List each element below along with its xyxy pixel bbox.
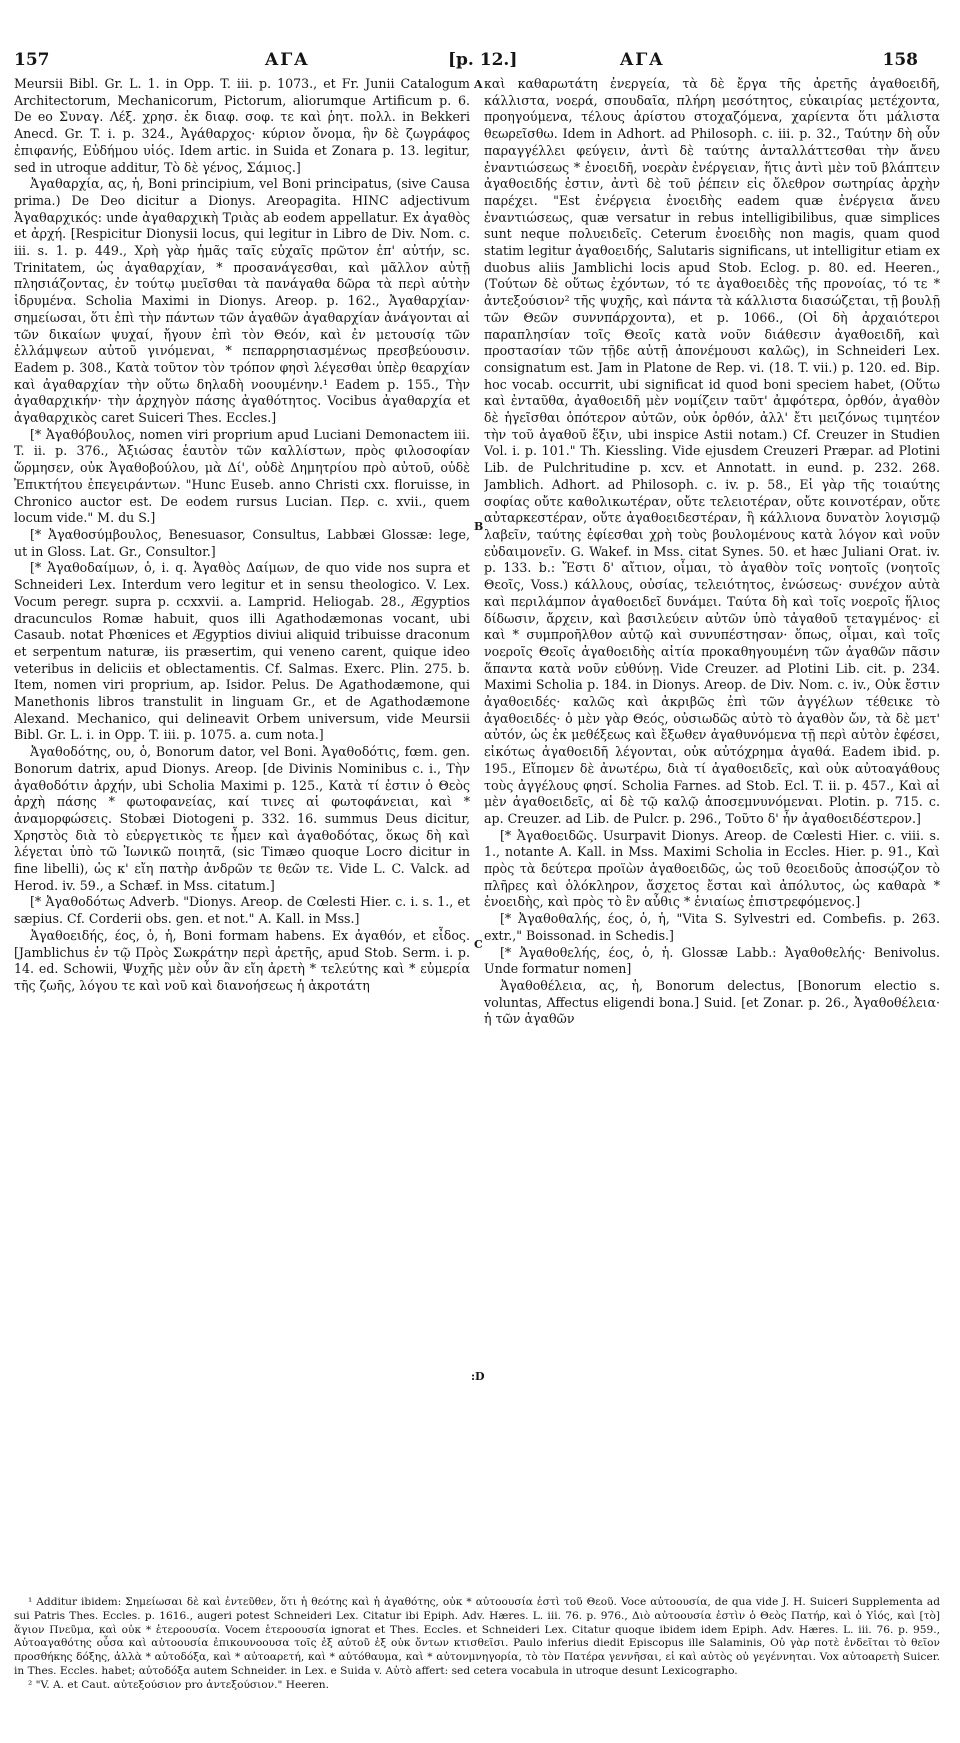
page-number-left: 157 (14, 50, 50, 70)
dictionary-entry: [* Ἀγαθοδαίμων, ὁ, i. q. Ἀγαθὸς Δαίμων, de quo vide nos supra et Schneideri Lex. Interdum vero legitur et in sensu theologico. V. Lex. Vocum peregr. supra p. ccxxvii. a. Lamprid. Heliogab. 28., Ægyptios dracunculos Romæ habuit, quos illi Agathodæmonas vocant, ubi Casaub. notat Phœnices et Ægyptios diviui aliquid tribuisse draconum et serpentum naturæ, iis præsertim, qui veneno carent, quique ideo veteribus in deliciis et oblectamentis. Cf. Salmas. Exerc. Plin. 275. b. Item, nomen viri proprium, ap. Isidor. Pelus. De Agathodæmone, qui Manethonis libros transtulit in linguam Gr., et de Agathodæmone Alexand. Mechanico, qui delineavit Orbem universum, vide Meursii Bibl. Gr. L. i. in Opp. T. iii. p. 1075. a. cum nota.] (14, 560, 470, 743)
dictionary-entry: [* Ἀγαθοθελής, έος, ὁ, ἡ. Glossæ Labb.: Ἀγαθοθελής· Benivolus. Unde formatur nomen] (484, 944, 940, 977)
dictionary-entry: Ἀγαθαρχία, ας, ἡ, Boni principium, vel Boni principatus, (sive Causa prima.) De Deo dicitur a Dionys. Areopagita. HINC adjectivum Ἀγαθαρχικός: unde ἀγαθαρχικὴ Τριὰς ab eodem appellatur. Ex ἀγαθὸς et ἀρχή. [Respicitur Dionysii locus, qui legitur in Libro de Div. Nom. c. iii. s. 1. p. 449., Χρὴ γὰρ ἡμᾶς ταῖς εὐχαῖς πρῶτον ἐπ' αὐτήν, sc. Trinitatem, ὡς ἀγαθαρχίαν, * προσανάγεσθαι, καὶ μᾶλλον αὐτῇ πλησιάζοντας, ἐν τούτῳ μυεῖσθαι τὰ πανάγαθα δῶρα τὰ περὶ αὐτὴν ἱδρυμένα. Scholia Maximi in Dionys. Areop. p. 162., Ἀγαθαρχίαν· σημείωσαι, ὅτι ἐπὶ τὴν πάντων τῶν ἀγαθῶν ἀγαθαρχίαν ἀνάγονται αἱ τῶν δικαίων ψυχαί, ἤγουν ἐπὶ τὸν Θεόν, καὶ ἐν μετουσίᾳ τῶν ἐλλάμψεων αὐτοῦ γινόμεναι, * πεπαρρησιασμένως πρεσβεύουσιν. Eadem p. 308., Κατὰ τοῦτον τὸν τρόπον φησὶ λέγεσθαι ὑπὲρ θεαρχίαν καὶ ἀγαθαρχίαν τὴν οὕτω δηλαδὴ νοουμένην.¹ Eadem p. 155., Τὴν ἀγαθαρχικήν· τὴν ἀρχηγὸν πάσης ἀγαθότητος. Vocibus ἀγαθαρχία et ἀγαθαρχικὸς caret Suiceri Thes. Eccles.] (14, 176, 470, 426)
dictionary-entry: [* Ἀγαθοδότως Adverb. "Dionys. Areop. de Cœlesti Hier. c. i. s. 1., et sæpius. Cf. Corderii obs. gen. et not." A. Kall. in Mss.] (14, 894, 470, 927)
footnotes (14, 1596, 940, 1706)
dictionary-entry: [* Ἀγαθοσύμβουλος, Benesuasor, Consultus, Labbæi Glossæ: lege, ut in Gloss. Lat. Gr., Consultor.] (14, 526, 470, 559)
dictionary-entry: Ἀγαθοθέλεια, ας, ἡ, Bonorum delectus, [Bonorum electio s. voluntas, Affectus eligendi bona.] Suid. [et Zonar. p. 26., Ἀγαθοθέλεια· ἡ τῶν ἀγαθῶν (484, 977, 940, 1027)
dictionary-entry: Ἀγαθοειδής, έος, ὁ, ἡ, Boni formam habens. Ex ἀγαθόν, et εἶδος. [Jamblichus ἐν τῷ Πρὸς Σωκράτην περὶ ἀρετῆς, apud Stob. Serm. i. p. 14. ed. Schowii, Ψυχῆς μὲν οὖν ἂν εἴη ἀρετὴ * τελεύτης καὶ * εὐμερία τῆς ζωῆς, λόγου τε καὶ νοῦ καὶ διανοήσεως ἡ ἀκροτάτη (14, 927, 470, 993)
page-number-right: 158 (882, 50, 918, 70)
margin-letter-b: B (474, 520, 484, 533)
dictionary-entry: Meursii Bibl. Gr. L. 1. in Opp. T. iii. p. 1073., et Fr. Junii Catalogum Architectorum, Mechanicorum, Pictorum, aliorumque Artificum p. 6. De eo Συναγ. Λέξ. χρησ. ἐκ διαφ. σοφ. τε καὶ ῥητ. πολλ. in Bekkeri Anecd. Gr. T. i. p. 324., Ἀγάθαρχος· κύριον ὄνομα, ἣν δὲ ζωγράφος ἐπιφανής, Εὐδήμου υἱός. Idem artic. in Suida et Zonara p. 13. legitur, sed in utroque additur, Τὸ δὲ γένος, Σάμιος.] (14, 76, 470, 175)
dictionary-entry: καὶ καθαρωτάτη ἐνεργεία, τὰ δὲ ἔργα τῆς ἀρετῆς ἀγαθοειδῆ, κάλλιστα, νοερά, σπουδαῖα, πλήρη μεσότητος, εὐκαιρίας μετέχοντα, προηγούμενα, τέλους ἀρίστου στοχαζόμενα, χαρίεντα ὅτι μάλιστα θεωρεῖσθω. Idem in Adhort. ad Philosoph. c. iii. p. 32., Ταύτην δὴ οὖν παραγγέλλει φεύγειν, ἀντὶ δὲ ταύτης ἀνταλλάττεσθαι τὴν ἄνευ ἐναντιώσεως * ἐνοειδῆ, νοερὰν ἐνέργειαν, ἥτις ἀντὶ μὲν τοῦ βλάπτειν ἀγαθοειδής ἐστιν, ἀντὶ δὲ τοῦ ῥέπειν εἰς ὄλεθρον σωτηρίας ἀρχὴν παρέχει. "Est ἐνέργεια ἐνοειδὴς eadem quæ ἐνέργεια ἄνευ ἐναντιώσεως, quæ versatur in rebus intelligibilibus, quæ simplices sunt neque πολυειδεῖς. Ceterum ἐνοειδὴς non magis, quam quod statim legitur ἀγαθοειδής, Salutaris significans, ut intelligitur etiam ex duobus aliis Jamblichi locis apud Stob. Eclog. p. 80. ed. Heeren., (Τούτων δὲ οὕτως ἐχόντων, τό τε ἀγαθοειδὲς τῆς προνοίας, τό τε * ἀντεξούσιον² τῆς ψυχῆς, καὶ πάντα τὰ κάλλιστα διασώζεται, τῇ βουλῇ τῶν Θεῶν συννπάρχοντα), et p. 1066., (Οἱ δὴ ἀρχαιότεροι παραπλησίαν τοῖς Θεοῖς κατὰ νοῦν διάθεσιν ἀγαθοειδῆ, καὶ προστασίαν τῶν τῇδε αὐτῇ ἀπονέμουσι καλῶς), in Schneideri Lex. consignatum est. Jam in Platone de Rep. vi. (18. T. vii.) p. 120. ed. Bip. hoc vocab. occurrit, ubi significat id quod boni speciem habet, (Οὕτω καὶ ἐνταῦθα, ἀγαθοειδῆ μὲν νομίζειν ταῦτ' ἀμφότερα, ὀρθόν, ἀγαθὸν δὲ ἡγεῖσθαι ὁπότερον αὐτῶν, οὐκ ὀρθόν, ἀλλ' ἔτι μειζόνως τιμητέον τὴν τοῦ ἀγαθοῦ ἕξιν, ubi inspice Astii notam.) Cf. Creuzer in Studien Vol. i. p. 101." Th. Kiessling. Vide ejusdem Creuzeri Præpar. ad Plotini Lib. de Pulchritudine p. xcv. et Annotatt. in eund. p. 232. 268. Jamblich. Adhort. ad Philosoph. c. iv. p. 58., Εἰ γὰρ τῆς τοιαύτης σοφίας οὔτε καθολικωτέραν, οὔτε τελειοτέραν, οὔτε κοινοτέραν, οὔτε αὐταρκεστέραν, οὔτε ἀγαθοειδεστέραν, ἢ κάλλιονα δυνατὸν λογισμῷ λαβεῖν, ταύτης ἐφίεσθαι χρὴ τοὺς βουλομένους κατὰ λόγον καὶ νοῦν εὐδαιμονεῖν. G. Wakef. in Mss. citat Synes. 50. et hæc Juliani Orat. iv. p. 133. b.: Ἔστι δ' αἴτιον, οἶμαι, τὸ ἀγαθὸν τοῖς νοητοῖς (νοητοῖς Θεοῖς, Voss.) κάλλους, οὐσίας, τελειότητος, ἑνώσεως· συνέχον αὐτὰ καὶ περιλάμπον ἀγαθοειδεῖ δυνάμει. Ταύτα δὴ καὶ τοῖς νοεροῖς ἥλιος δίδωσιν, ἄρχειν, καὶ βασιλεύειν αὐτῶν ὑπὸ τἀγαθοῦ τεταγμένος· εἰ καὶ * συμπροῆλθον αὐτῷ καὶ συνυπέστησαν· ὅπως, οἶμαι, καὶ τοῖς νοεροῖς Θεοῖς ἀγαθοειδὴς αἰτία προκαθηγουμένη τῶν ἀγαθῶν πᾶσιν ἅπαντα κατὰ νοῦν εὐθύνῃ. Vide Creuzer. ad Plotini Lib. cit. p. 234. Maximi Scholia p. 184. in Dionys. Areop. de Div. Nom. c. iv., Οὐκ ἔστιν ἀγαθοειδές· καλῶς καὶ ἀκριβῶς ἐπὶ τῶν ἀγγέλων τέθεικε τὸ ἀγαθοειδές· ὁ μὲν γὰρ Θεός, οὐσιωδῶς αὐτὸ τὸ ἀγαθὸν ὤν, τὰ δὲ μετ' αὐτόν, ὡς ἐκ μεθέξεως καὶ ἔξωθεν ἀγαθυνόμενα τῇ περὶ αὐτὸν ἐφέσει, εἰκότως ἀγαθοειδῆ λέγονται, οὐκ αὐτόχρημα ἀγαθά. Eadem ibid. p. 195., Εἴπομεν δὲ ἀνωτέρω, διὰ τί ἀγαθοειδεῖς, καὶ οὐκ αὐτοαγάθους τοὺς ἀγγέλους φησί. Scholia Farnes. ad Stob. Ecl. T. ii. p. 457., Καὶ αἱ μὲν ἀγαθοειδεῖς, αἱ δὲ τῷ καλῷ ἀποσεμνυνόμεναι. Plotin. p. 715. c. ap. Creuzer. ad Lib. de Pulcr. p. 296., Τοῦτο δ' ἦν ἀγαθοειδέστερον.] (484, 76, 940, 826)
dictionary-entry: [* Ἀγαθόβουλος, nomen viri proprium apud Luciani Demonactem iii. T. ii. p. 376., Ἀξιώσας ἑαυτὸν τῶν καλλίστων, πρὸς φιλοσοφίαν ὥρμησεν, οὐκ Ἀγαθοβούλου, μὰ Δί', οὐδὲ Δημητρίου πρὸ αὐτοῦ, οὐδὲ Ἐπικτήτου ἐπεγειράντων. "Hunc Euseb. anno Christi cxx. floruisse, in Chronico auctor est. De eodem rursus Lucian. Περ. c. xvii., quem locum vide." M. du S.] (14, 426, 470, 526)
margin-letter-a: A (474, 78, 483, 91)
running-head-right: ΑΓΑ (620, 50, 665, 70)
page-signature: [p. 12.] (448, 50, 518, 70)
dictionary-entry: Ἀγαθοδότης, ου, ὁ, Bonorum dator, vel Boni. Ἀγαθοδότις, fœm. gen. Bonorum datrix, apud Dionys. Areop. [de Divinis Nominibus c. i., Τὴν ἀγαθοδότιν ἀρχήν, ubi Scholia Maximi p. 125., Κατὰ τί ἐστιν ὁ Θεὸς ἀρχὴ πάσης * φωτοφανείας, καί τινες αἱ φωτοφάνειαι, καὶ * ἀναμορφώσεις. Stobæi Diotogeni p. 332. 16. summus Deus dicitur, Χρηστὸς διὰ τὸ εὐεργετικὸς τε ἦμεν καὶ ἀγαθοδότας, ὅκως δὴ καὶ λέγεται ὑπὸ τῶ Ἰωνικῶ ποιητᾶ, (sic Timæo quoque Locro dicitur in fine libelli), ὡς κ' εἴη πατὴρ ἀνδρῶν τε θεῶν τε. Vide L. C. Valck. ad Herod. iv. 59., a Schæf. in Mss. citatum.] (14, 744, 470, 893)
running-head-left: ΑΓΑ (265, 50, 310, 70)
footnote: ¹ Additur ibidem: Σημείωσαι δὲ καὶ ἐντεῦθεν, ὅτι ἡ θεότης καὶ ἡ ἀγαθότης, οὐκ * αὐτοουσία ἐστὶ τοῦ Θεοῦ. Voce αὐτοουσία, de qua vide J. H. Suiceri Supplementa ad sui Patris Thes. Eccles. p. 1616., augeri potest Schneideri Lex. Citatur ibi Epiph. Adv. Hæres. L. iii. 76. p. 976., Διὸ αὐτοουσία ἐστὶν ὁ Θεὸς Πατήρ, καὶ ὁ Υἱός, καὶ [τὸ] ἅγιον Πνεῦμα, καὶ οὐκ * ἑτεροουσία. Vocem ἑτεροουσία ignorat et Thes. Eccles. et Schneideri Lex. Citatur quoque ibidem idem Epiph. Adv. Hæres. L. iii. 76. p. 959., Αὐτοαγαθότης οὖσα καὶ αὐτοουσία ἐπικουνοουσα τοῖς ἐξ αὐτοῦ ἐξ οὐκ ὄντων κτισθεῖσι. Paulo inferius diedit Episcopus ille Salaminis, Οὐ γὰρ ποτὲ ἐνδεῖται τὸ θεῖον προσθήκης δόξης, ἀλλὰ * αὐτοδόξα, καὶ * αὐτοαρετή, καὶ * αὐτόθαυμα, καὶ * αὐτονμνηγορία, τὸ τὸν Πατέρα γεννῆσαι, εἰ καὶ αὐτὸς οὐ γεγέννηται. Vox αὐτοαρετὴ Suicer. in Thes. Eccles. habet; αὐτοδόξα autem Schneider. in Lex. e Suida v. Αὐτὸ affert: sed cetera vocabula in utroque desunt Lexicographo. (14, 1596, 940, 1677)
dictionary-entry: [* Ἀγαθοειδῶς. Usurpavit Dionys. Areop. de Cœlesti Hier. c. viii. s. 1., notante A. Kall. in Mss. Maximi Scholia in Eccles. Hier. p. 91., Καὶ πρὸς τὰ δεύτερα προϊὼν ἀγαθοειδῶς, ὡς τοῦ θεοειδοῦς ἀποσῴζον τὸ πλῆρες καὶ ὁλόκληρον, ἄσχετος ἔσται καὶ ἀπόλυτος, ὡς καθαρὰ * ἐνοειδὴς, καὶ πρὸς τὸ ἓν αὖθις * ἐνιαίως ἐπιστρεφόμενος.] (484, 827, 940, 910)
margin-letter-d: :D (471, 1370, 485, 1383)
dictionary-entry: [* Ἀγαθοθαλής, έος, ὁ, ἡ, "Vita S. Sylvestri ed. Combefis. p. 263. extr.," Boissonad. in Schedis.] (484, 911, 940, 943)
right-column (484, 76, 940, 1586)
running-header (0, 50, 960, 74)
left-column (14, 76, 470, 1586)
margin-letter-c: C (474, 938, 483, 951)
footnote: ² "V. A. et Caut. αὐτεξούσιον pro ἀντεξούσιον." Heeren. (28, 1678, 330, 1691)
